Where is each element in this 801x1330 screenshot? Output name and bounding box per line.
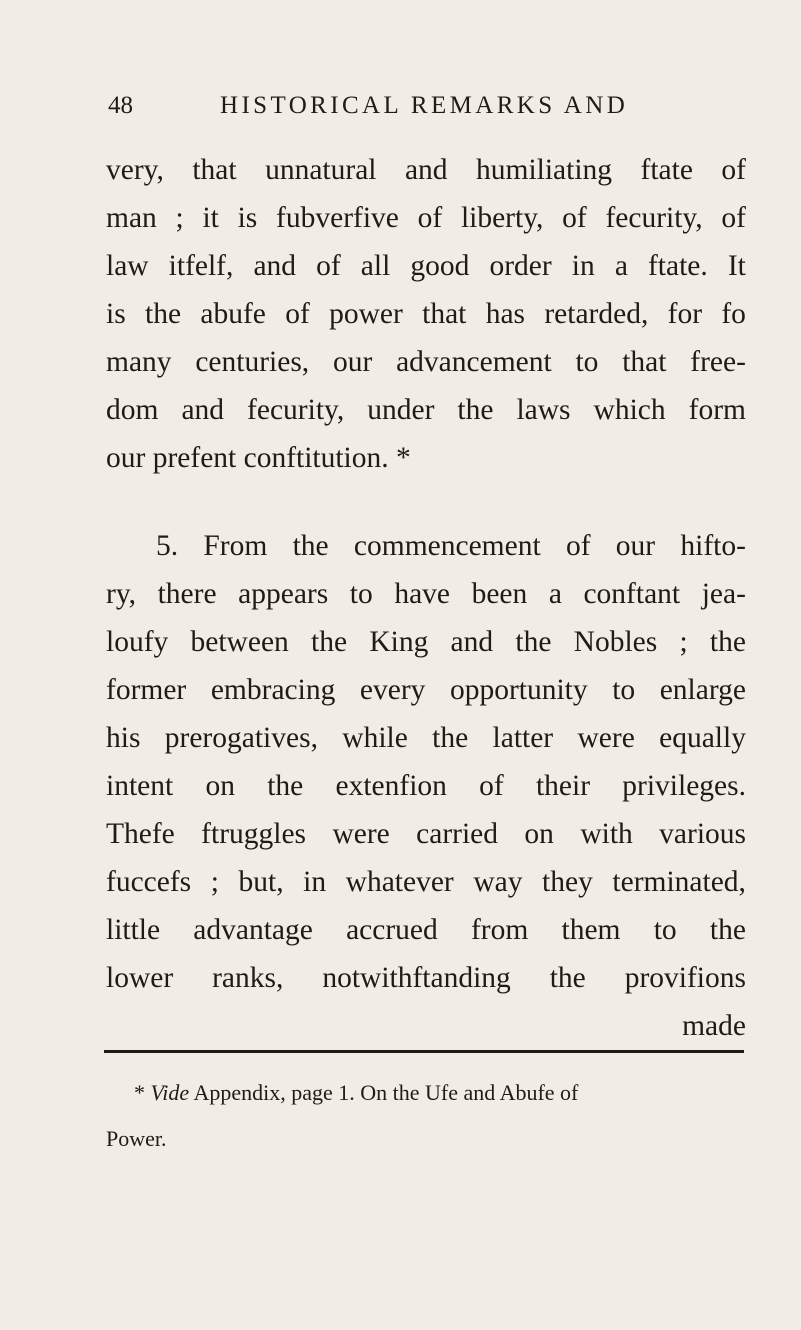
text-line: 5. From the commencement of our hifto- <box>156 530 746 562</box>
running-head: HISTORICAL REMARKS AND <box>220 92 629 119</box>
text-line: very, that unnatural and humiliating ftate of <box>106 154 746 186</box>
catchword: made <box>682 1010 746 1042</box>
text-line: his prerogatives, while the latter were equally <box>106 722 746 754</box>
text-line: dom and fecurity, under the laws which form <box>106 394 746 426</box>
page-number: 48 <box>108 92 133 119</box>
text-line: intent on the extenfion of their privileges. <box>106 770 746 802</box>
paragraph-1 <box>106 146 746 482</box>
body-text <box>106 146 746 1050</box>
text-line: lower ranks, notwithftanding the provifions <box>106 962 746 994</box>
text-line: little advantage accrued from them to the <box>106 914 746 946</box>
text-line: many centuries, our advancement to that free- <box>106 346 746 378</box>
paragraph-2 <box>106 522 746 1050</box>
footnote-rule <box>104 1050 744 1053</box>
footnote <box>106 1070 746 1162</box>
text-line: ry, there appears to have been a conftant jea- <box>106 578 746 610</box>
page-header <box>108 92 748 136</box>
text-line: former embracing every opportunity to enlarge <box>106 674 746 706</box>
footnote-text: Appendix, page 1. On the Ufe and Abufe of <box>193 1080 579 1105</box>
footnote-marker: * <box>134 1080 145 1105</box>
text-line: loufy between the King and the Nobles ; the <box>106 626 746 658</box>
text-line: man ; it is fubverfive of liberty, of fecurity, of <box>106 202 746 234</box>
footnote-continuation: Power. <box>106 1126 167 1151</box>
footnote-line <box>106 1070 746 1116</box>
text-line: Thefe ftruggles were carried on with various <box>106 818 746 850</box>
text-line: is the abufe of power that has retarded, for fo <box>106 298 746 330</box>
text-line: our prefent conftitution. * <box>106 442 411 474</box>
footnote-vide: Vide <box>150 1080 190 1105</box>
text-line: law itfelf, and of all good order in a ftate. It <box>106 250 746 282</box>
text-line: fuccefs ; but, in whatever way they terminated, <box>106 866 746 898</box>
